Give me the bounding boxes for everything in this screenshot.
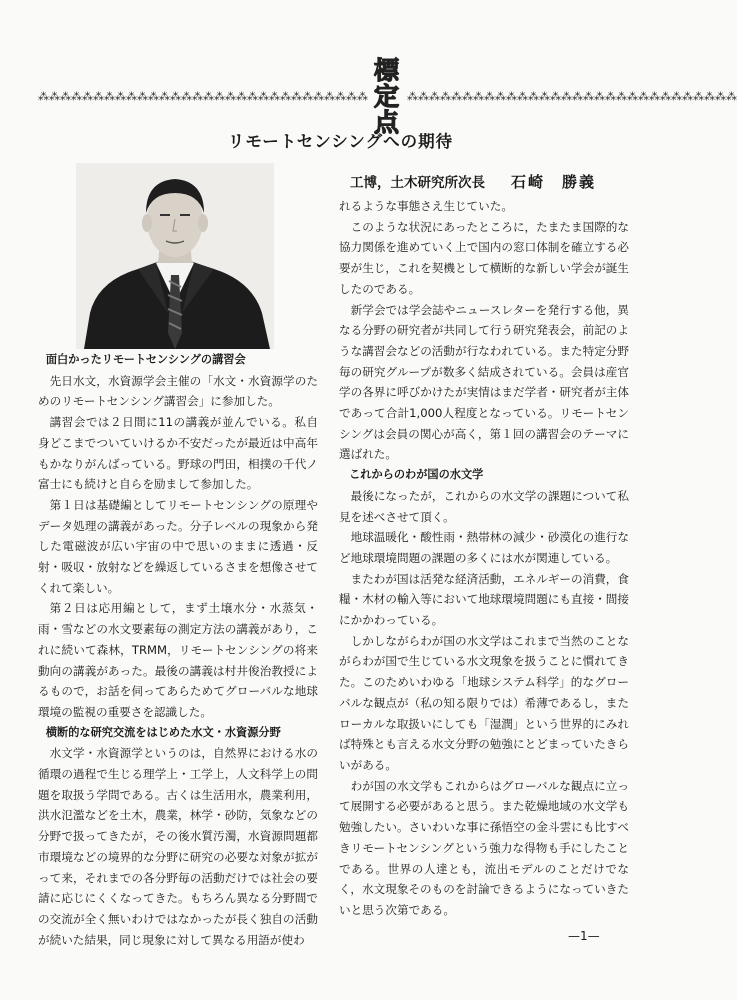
paragraph: 最後になったが，これからの水文学の課題について私見を述べさせて頂く。: [339, 488, 629, 524]
paragraph: わが国の水文学もこれからはグローバルな観点に立って展開する必要があると思う。また乾燥地域の水文学も勉強したい。さいわいな事に孫悟空の金斗雲にも比すべきリモートセンシングという強力な得物も手にしたことである。世界の人達とも，流出モデルのことだけでなく，水文現象そのものを討論できるようになっていきたいと思う次第である。: [339, 778, 629, 917]
subheading-future-hydrology: これからのわが国の水文学: [349, 468, 484, 482]
ornament-border-left: ⁂⁂⁂⁂⁂⁂⁂⁂⁂⁂⁂⁂⁂⁂⁂⁂⁂⁂⁂⁂⁂⁂⁂⁂⁂⁂⁂⁂⁂⁂: [38, 90, 368, 103]
portrait-image: [76, 163, 274, 349]
author-affiliation: 工博，土木研究所次長: [350, 175, 485, 191]
right-text-column: [339, 196, 629, 921]
subheading-research-exchange: 横断的な研究交流をはじめた水文・水資源分野: [45, 725, 281, 739]
paragraph: 講習会では２日間に11の講義が並んでいる。私自身どこまでついていけるか不安だったが最近は中高年もかなりがんばっている。野球の門田，相撲の千代ノ富士にも続けと自らを励まして参加した。: [38, 415, 318, 492]
paragraph-continuation: れるような事態さえ生じていた。: [339, 199, 513, 213]
author-line: [350, 171, 640, 192]
page-dash-right: —: [587, 929, 600, 943]
author-name: 石崎 勝義: [511, 173, 597, 191]
section-tag: 標定点: [374, 56, 402, 137]
paragraph: 第２日は応用編として，まず土壌水分・水蒸気・雨・雪などの水文要素毎の測定方法の講義があり，これに続いて森林，TRMM，リモートセンシングの将来動向の講義があった。最後の講義は村井俊治教授によるもので，お話を伺ってあらためてグローバルな地球環境の監視の重要さを認識した。: [38, 601, 318, 719]
page-number-value: 1: [580, 929, 588, 943]
paragraph: またわが国は活発な経済活動，エネルギーの消費，食糧・木材の輸入等において地球環境問題にも直接・間接にかかわっている。: [339, 571, 629, 628]
author-portrait-photo: [76, 163, 274, 349]
subheading-workshop: 面白かったリモートセンシングの講習会: [45, 353, 246, 366]
section-header-band: [38, 56, 737, 137]
article-title: リモートセンシングへの期待: [227, 132, 454, 151]
paragraph: 水文学・水資源学というのは，自然界における水の循環の過程で生じる理学上・工学上，人文科学上の問題を取扱う学問である。古くは生活用水，農業利用，洪水氾濫などを土木，農業，林学・砂防，気象などの分野で扱ってきたが，その後水質汚濁，水資源問題都市環境などの境界的な分野に研究の必要な対象が拡がって来，それまでの各分野毎の活動だけでは社会の要請に応じにくくなってきた。もちろん異なる分野間での交流が全く無いわけではなかったが長く独自の活動が続いた結果，同じ現象に対して異なる用語が使わ: [38, 746, 318, 947]
paragraph: 先日水文，水資源学会主催の「水文・水資源学のためのリモートセンシング講習会」に参加した。: [38, 373, 318, 409]
paragraph: 地球温暖化・酸性雨・熱帯林の減少・砂漠化の進行など地球環境問題の課題の多くには水が関連している。: [339, 530, 629, 565]
page-number: [568, 929, 600, 943]
paragraph: 第１日は基礎編としてリモートセンシングの原理やデータ処理の講義があった。分子レベルの現象から発した電磁波が広い宇宙の中で思いのままに透過・反射・吸収・放射などを繰返しているさまを想像させてくれて楽しい。: [38, 497, 318, 595]
paragraph: しかしながらわが国の水文学はこれまで当然のことながらわが国で生じている水文現象を扱うことに慣れてきた。このためいわゆる「地球システム科学」的なグローバルな観点が（私の知る限りでは）希薄であるし，またローカルな取扱いにしても「湿潤」という世界的にみれば特殊とも言える水文分野の勉強にとどまっていたきらいがある。: [339, 633, 629, 772]
paragraph: このような状況にあったところに，たまたま国際的な協力関係を進めていく上で国内の窓口体制を確立する必要が生じ，これを契機として横断的な新しい学会が誕生したのである。: [339, 219, 629, 296]
page-dash-left: —: [568, 929, 580, 943]
ornament-border-right: ⁂⁂⁂⁂⁂⁂⁂⁂⁂⁂⁂⁂⁂⁂⁂⁂⁂⁂⁂⁂⁂⁂⁂⁂⁂⁂⁂⁂⁂⁂: [407, 90, 737, 103]
left-text-column: [38, 350, 318, 950]
paragraph: 新学会では学会誌やニュースレターを発行する他，異なる分野の研究者が共同して行う研究発表会，前記のような講習会などの活動が行なわれている。また特定分野毎の研究グループが数多く結成されている。会員は産官学の各界に呼びかけたが実情はまだ学者・研究者が主体であって合計1,000人程度となっている。リモートセンシングは会員の関心が高く，第１回の講習会のテーマに選ばれた。: [339, 302, 629, 462]
